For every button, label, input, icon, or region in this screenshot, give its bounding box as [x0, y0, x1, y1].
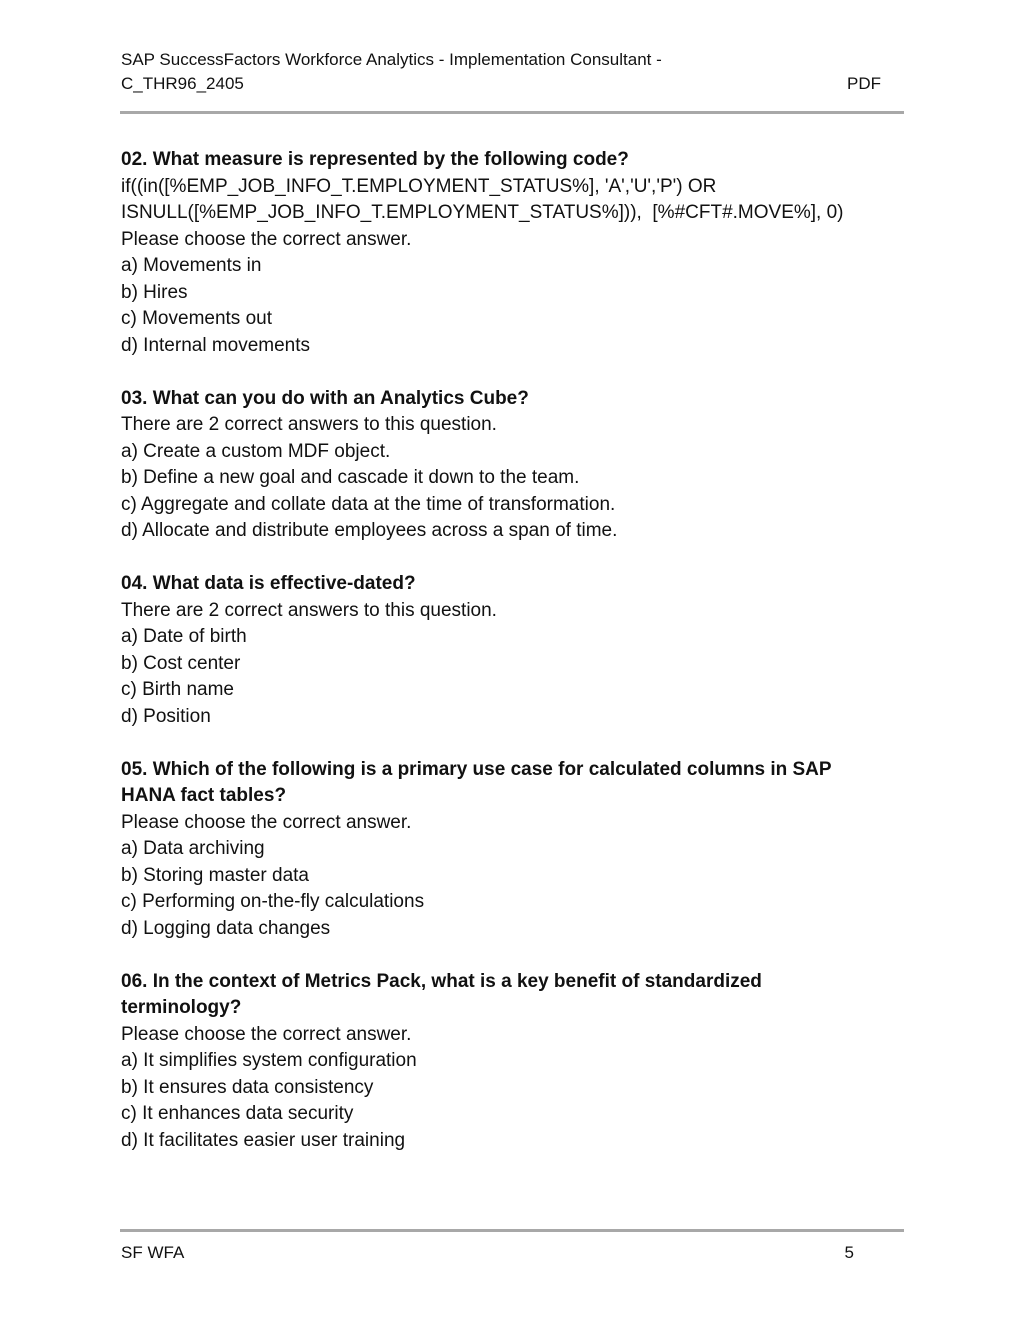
- code-line: ISNULL([%EMP_JOB_INFO_T.EMPLOYMENT_STATUS%])), [%#CFT#.MOVE%], 0): [121, 202, 844, 223]
- question-03: [121, 386, 891, 545]
- question-instruction: Please choose the correct answer.: [121, 228, 412, 250]
- code-line: if((in([%EMP_JOB_INFO_T.EMPLOYMENT_STATUS%], 'A','U','P') OR: [121, 175, 717, 197]
- question-title: 03. What can you do with an Analytics Cube?: [121, 387, 529, 409]
- question-instruction: There are 2 correct answers to this question.: [121, 414, 497, 435]
- question-title: terminology?: [121, 997, 242, 1018]
- answer-option: b) Cost center: [121, 652, 241, 674]
- header-divider: [120, 111, 904, 114]
- question-instruction: Please choose the correct answer.: [121, 1023, 412, 1045]
- question-06: [121, 969, 891, 1155]
- answer-option: d) Internal movements: [121, 334, 311, 356]
- page-header: [121, 48, 881, 96]
- answer-option: b) It ensures data consistency: [121, 1076, 374, 1098]
- header-title-line2: C_THR96_2405: [121, 74, 244, 93]
- header-format-label: PDF: [847, 74, 881, 93]
- question-title: 05. Which of the following is a primary use case for calculated columns in SAP: [121, 758, 832, 780]
- question-title: 04. What data is effective-dated?: [121, 573, 416, 594]
- answer-option: d) Logging data changes: [121, 917, 331, 939]
- answer-option: a) Data archiving: [121, 838, 265, 859]
- answer-option: c) Birth name: [121, 679, 234, 700]
- answer-option: a) Date of birth: [121, 626, 247, 647]
- footer-label: SF WFA: [121, 1243, 185, 1262]
- answer-option: a) It simplifies system configuration: [121, 1050, 417, 1071]
- question-title: 02. What measure is represented by the following code?: [121, 149, 629, 170]
- question-instruction: There are 2 correct answers to this question.: [121, 599, 497, 621]
- answer-option: d) Allocate and distribute employees across a span of time.: [121, 520, 618, 541]
- answer-option: d) It facilitates easier user training: [121, 1129, 406, 1151]
- question-title: 06. In the context of Metrics Pack, what is a key benefit of standardized: [121, 970, 762, 992]
- page-footer: [121, 1241, 854, 1265]
- answer-option: a) Movements in: [121, 255, 262, 276]
- question-02: [121, 147, 891, 359]
- header-row: [121, 72, 881, 96]
- header-title-line1: SAP SuccessFactors Workforce Analytics - Implementation Consultant -: [121, 50, 662, 69]
- question-title: HANA fact tables?: [121, 785, 287, 806]
- question-list: [121, 147, 891, 1181]
- question-instruction: Please choose the correct answer.: [121, 811, 412, 833]
- question-04: [121, 571, 891, 730]
- answer-option: b) Hires: [121, 281, 188, 303]
- answer-option: d) Position: [121, 705, 211, 727]
- answer-option: c) Movements out: [121, 308, 272, 329]
- answer-option: b) Define a new goal and cascade it down to the team.: [121, 467, 580, 488]
- answer-option: b) Storing master data: [121, 864, 309, 886]
- footer-divider: [120, 1229, 904, 1232]
- question-05: [121, 757, 891, 943]
- answer-option: c) Performing on-the-fly calculations: [121, 891, 425, 912]
- answer-option: a) Create a custom MDF object.: [121, 440, 391, 462]
- page-number: 5: [844, 1243, 854, 1262]
- answer-option: c) Aggregate and collate data at the time of transformation.: [121, 493, 616, 515]
- answer-option: c) It enhances data security: [121, 1103, 354, 1124]
